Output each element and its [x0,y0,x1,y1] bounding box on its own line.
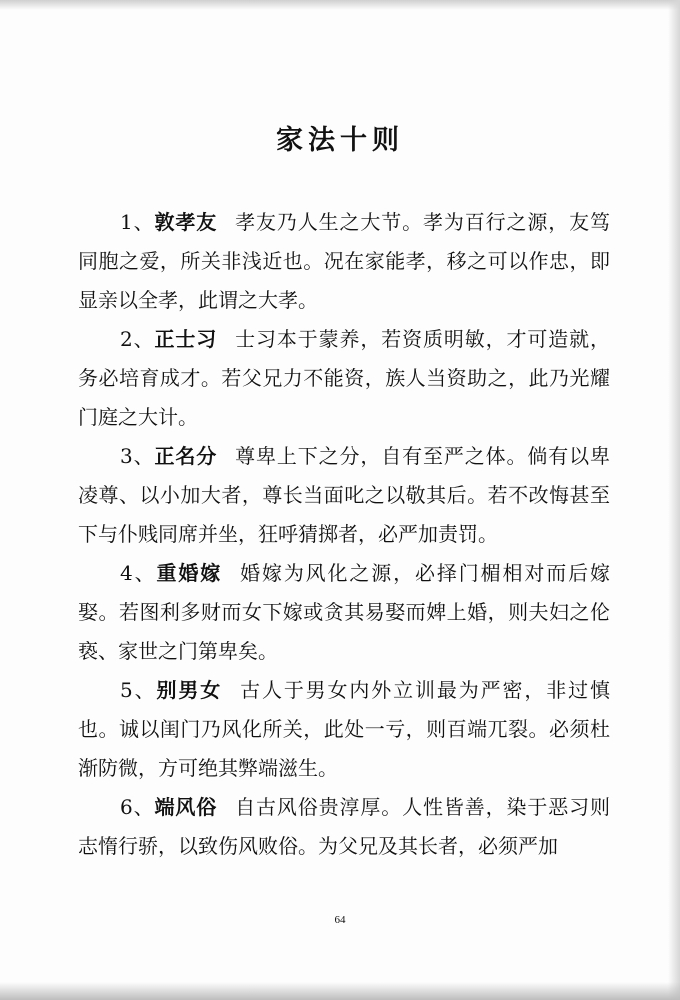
rules-body [78,203,610,866]
rule-text: 古人于男女内外立训最为严密，非过慎也。诚以闺门乃风化所关，此处一亏，则百端兀裂。必须杜渐防微，方可绝其弊端滋生。 [78,678,610,780]
rule-number: 4、 [120,561,157,585]
rule-text: 自古风俗贵淳厚。人性皆善，染于恶习则志惰行骄，以致伤风败俗。为父兄及其长者，必须严加 [78,795,611,858]
rule-number: 1、 [120,210,155,234]
rule-text: 孝友乃人生之大节。孝为百行之源，友笃同胞之爱，所关非浅近也。况在家能孝，移之可以作忠，即显亲以全孝，此谓之大孝。 [78,210,611,312]
rule-number: 6、 [120,795,155,819]
page-number: 64 [334,914,346,926]
rule-paragraph [78,437,610,554]
rule-heading: 端风俗 [154,795,218,819]
rule-paragraph [78,788,610,866]
rule-paragraph [78,671,610,788]
scan-edge-top [0,0,680,10]
rule-paragraph [78,203,610,320]
rule-text: 婚嫁为风化之源，必择门楣相对而后嫁娶。若图利多财而女下嫁或贪其易娶而婢上婚，则夫妇之伦亵、家世之门第卑矣。 [78,561,610,663]
rule-heading: 重婚嫁 [156,561,223,585]
rule-heading: 别男女 [156,678,223,702]
page-title: 家法十则 [276,125,404,156]
rule-text: 士习本于蒙养，若资质明敏，才可造就，务必培育成才。若父兄力不能资，族人当资助之，此乃光耀门庭之大计。 [78,327,611,429]
rule-paragraph [78,554,610,671]
rule-number: 2、 [120,327,155,351]
rule-heading: 正士习 [154,327,218,351]
rule-number: 3、 [120,444,155,468]
rule-number: 5、 [120,678,157,702]
rule-paragraph [78,320,610,437]
scan-edge-bottom [0,982,680,1000]
rule-text: 尊卑上下之分，自有至严之体。倘有以卑凌尊、以小加大者，尊长当面叱之以敬其后。若不改悔甚至下与仆贱同席并坐，狂呼猜掷者，必严加责罚。 [78,444,611,546]
rule-heading: 敦孝友 [154,210,218,234]
rule-heading: 正名分 [154,444,218,468]
